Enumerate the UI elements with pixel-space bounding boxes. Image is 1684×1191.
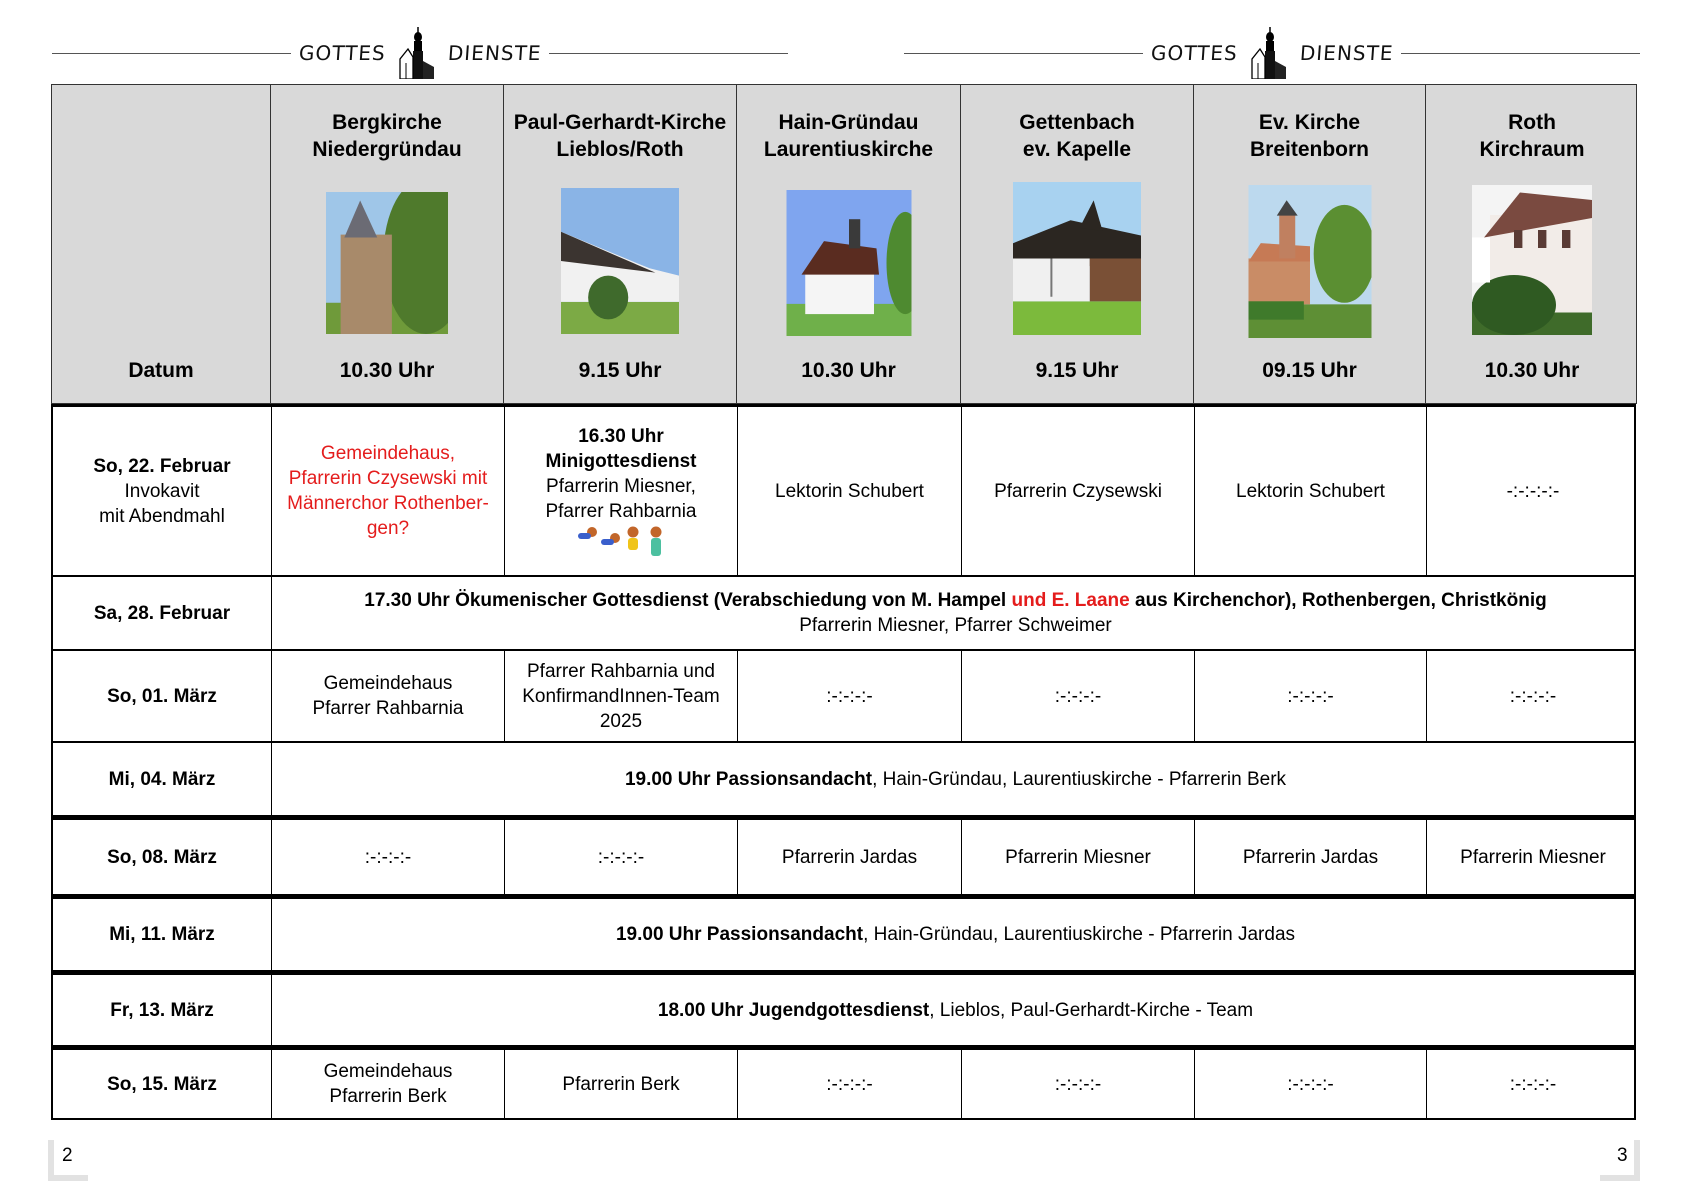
church-name xyxy=(961,109,1193,163)
service-date: So, 22. Februar xyxy=(93,455,231,477)
cell-text-line: Pfarrerin Czysewski mit xyxy=(288,468,488,489)
service-title-cont: aus Kirchenchor), Rothenbergen, Christkönig xyxy=(1129,590,1547,611)
service-cell xyxy=(738,651,962,741)
service-title: 17.30 Uhr Ökumenischer Gottesdienst (Verabschiedung von M. Hampel xyxy=(364,590,1012,611)
table-row xyxy=(51,743,1636,817)
column-header-church xyxy=(1194,85,1426,403)
combined-service-cell xyxy=(272,975,1639,1045)
date-cell xyxy=(53,899,272,970)
service-cell xyxy=(272,651,505,741)
service-details: , Hain-Gründau, Laurentiuskirche - Pfarrerin Jardas xyxy=(863,924,1296,945)
church-name-line1: Hain-Gründau xyxy=(778,111,919,134)
baby-figure-icon xyxy=(576,526,598,540)
service-cell xyxy=(272,820,505,894)
cell-text-line: Pfarrerin Jardas xyxy=(781,846,918,868)
column-header-church xyxy=(271,85,504,403)
service-cell xyxy=(1427,1050,1639,1118)
church-name xyxy=(1426,109,1638,163)
service-cell xyxy=(962,651,1195,741)
cell-text-line: Pfarrerin Berk xyxy=(329,1086,447,1107)
date-cell xyxy=(53,577,272,649)
service-cell xyxy=(962,820,1195,894)
cell-text-line: :-:-:-:- xyxy=(1509,1073,1557,1095)
service-description xyxy=(616,922,1295,947)
service-cell xyxy=(1427,651,1639,741)
service-date: Mi, 04. März xyxy=(108,768,216,790)
header-word-gottes: GOTTES xyxy=(1150,41,1239,65)
service-cell xyxy=(1427,820,1639,894)
header-word-dienste: DIENSTE xyxy=(1298,41,1394,65)
page-number-right: 3 xyxy=(1617,1145,1628,1166)
header-rule xyxy=(52,53,291,54)
service-cell xyxy=(272,1050,505,1118)
page-number-left: 2 xyxy=(62,1145,73,1166)
service-title: 19.00 Uhr Passionsandacht xyxy=(615,924,864,945)
cell-text-line: Lektorin Schubert xyxy=(775,480,924,502)
church-name-line1: Ev. Kirche xyxy=(1258,111,1361,134)
service-cell xyxy=(962,1050,1195,1118)
service-details: , Hain-Gründau, Laurentiuskirche - Pfarrerin Berk xyxy=(872,768,1287,790)
church-icon xyxy=(398,27,436,79)
date-cell xyxy=(53,975,272,1045)
service-date: Fr, 13. März xyxy=(110,999,214,1021)
church-name-line1: Bergkirche xyxy=(332,111,442,134)
baby-figure-icon xyxy=(645,526,667,558)
service-cell xyxy=(272,407,505,575)
church-name-line2: Kirchraum xyxy=(1479,138,1585,161)
cell-text-line: Pfarrerin Jardas xyxy=(1242,846,1379,868)
service-date: So, 15. März xyxy=(107,1073,217,1095)
cell-text-line: :-:-:-:- xyxy=(826,685,873,707)
service-cell xyxy=(962,407,1195,575)
service-note: mit Abendmahl xyxy=(99,505,225,527)
baby-figure-icon xyxy=(599,526,621,546)
cell-text-line: :-:-:-:- xyxy=(364,846,412,868)
service-date: So, 01. März xyxy=(107,685,217,707)
cell-text-line: :-:-:-:- xyxy=(1054,1073,1102,1095)
cell-text-line: Gemeindehaus xyxy=(323,1061,453,1082)
table-header xyxy=(51,84,1637,404)
table-row xyxy=(51,1047,1636,1120)
header-rule xyxy=(904,53,1143,54)
column-header-church xyxy=(1426,85,1638,403)
service-time: 10.30 Uhr xyxy=(339,359,435,382)
cell-text-line: :-:-:-:- xyxy=(826,1073,873,1095)
table-row xyxy=(51,817,1636,896)
cell-text-line: Pfarrerin Miesner, xyxy=(546,476,696,497)
chapel-photo xyxy=(786,190,911,336)
service-description xyxy=(625,767,1286,792)
combined-service-cell xyxy=(272,899,1639,970)
combined-service-cell xyxy=(272,743,1639,815)
service-time: 9.15 Uhr xyxy=(1035,359,1119,382)
cell-text-line: Pfarrer Rahbarnia xyxy=(545,501,697,522)
cell-text-line: -:-:-:-:- xyxy=(1506,480,1560,502)
liturgical-day: Invokavit xyxy=(124,480,200,502)
brick-church-photo xyxy=(1248,185,1371,338)
table-row xyxy=(51,577,1636,651)
table-row xyxy=(51,972,1636,1047)
date-cell xyxy=(53,1050,272,1118)
church-name-line2: Lieblos/Roth xyxy=(556,138,684,161)
half-timbered-house-photo xyxy=(1472,185,1592,335)
service-description xyxy=(364,588,1546,613)
column-header-church xyxy=(961,85,1194,403)
baby-figure-icon xyxy=(622,526,644,552)
service-date: So, 08. März xyxy=(107,846,217,868)
church-name-line1: Roth xyxy=(1508,111,1556,134)
service-time: 10.30 Uhr xyxy=(801,359,896,382)
header-rule xyxy=(1401,53,1640,54)
service-title: 18.00 Uhr Jugendgottesdienst xyxy=(657,999,930,1021)
cell-text-line: Pfarrerin Miesner xyxy=(1460,846,1606,868)
date-cell xyxy=(53,743,272,815)
service-cell xyxy=(505,820,738,894)
cell-text-line: KonfirmandInnen-Team xyxy=(522,685,720,707)
cell-text-line: :-:-:-:- xyxy=(1287,1073,1334,1095)
service-cell xyxy=(1195,407,1427,575)
service-cell xyxy=(738,820,962,894)
column-header-date xyxy=(52,85,271,403)
cell-text-line: :-:-:-:- xyxy=(1054,685,1102,707)
service-time-title: Minigottesdienst xyxy=(545,451,697,472)
header-word-gottes: GOTTES xyxy=(298,41,387,65)
highlighted-text: und E. Laane xyxy=(1011,590,1130,611)
cell-text-line: :-:-:-:- xyxy=(1509,685,1557,707)
cell-text-line: Pfarrerin Czysewski xyxy=(994,480,1162,502)
header-rule xyxy=(549,53,788,54)
cell-text-line: :-:-:-:- xyxy=(597,846,645,868)
column-header-church xyxy=(504,85,737,403)
church-name-line1: Paul-Gerhardt-Kirche xyxy=(513,111,727,134)
service-time: 09.15 Uhr xyxy=(1262,359,1357,382)
service-cell xyxy=(505,651,738,741)
church-name xyxy=(1194,109,1425,163)
church-name xyxy=(737,109,960,163)
service-cell xyxy=(505,1050,738,1118)
cell-text-line: 2025 xyxy=(599,710,643,732)
table-row xyxy=(51,404,1636,577)
service-time-title: 16.30 Uhr xyxy=(578,426,664,447)
service-description xyxy=(658,998,1253,1023)
service-officiants: Pfarrerin Miesner, Pfarrer Schweimer xyxy=(799,615,1112,636)
church-name-line2: Niedergründau xyxy=(312,138,462,161)
cell-text-line: :-:-:-:- xyxy=(1287,685,1334,707)
church-name xyxy=(504,109,736,163)
service-date: Sa, 28. Februar xyxy=(93,602,231,624)
service-cell xyxy=(1195,651,1427,741)
date-cell xyxy=(53,820,272,894)
cell-text-line: gen? xyxy=(366,518,410,539)
page-header-right xyxy=(904,28,1640,78)
church-name-line2: Laurentiuskirche xyxy=(763,138,934,161)
cell-text-line: Pfarrer Rahbarnia xyxy=(312,698,464,719)
church-tower-photo xyxy=(326,192,448,334)
cell-text-line: Lektorin Schubert xyxy=(1236,480,1385,502)
cell-text-line: Pfarrerin Berk xyxy=(562,1073,680,1095)
cell-text-line: Gemeindehaus, xyxy=(320,443,456,464)
modern-church-photo xyxy=(561,188,679,334)
church-name-line2: Breitenborn xyxy=(1249,138,1369,161)
service-time: 9.15 Uhr xyxy=(578,359,662,382)
church-name-line2: ev. Kapelle xyxy=(1022,138,1132,161)
service-cell xyxy=(505,407,738,575)
service-details: , Lieblos, Paul-Gerhardt-Kirche - Team xyxy=(929,999,1254,1021)
cell-text-line: Pfarrerin Miesner xyxy=(1005,846,1151,868)
date-cell xyxy=(53,407,272,575)
service-time: 10.30 Uhr xyxy=(1484,359,1580,382)
service-cell xyxy=(1195,820,1427,894)
date-column-label: Datum xyxy=(128,359,194,382)
service-cell xyxy=(1427,407,1639,575)
service-date: Mi, 11. März xyxy=(109,924,215,945)
cell-text-line: Männerchor Rothenber- xyxy=(287,493,489,514)
combined-service-cell xyxy=(272,577,1639,649)
date-cell xyxy=(53,651,272,741)
cell-text-line: Gemeindehaus xyxy=(323,673,453,694)
church-icon xyxy=(1250,27,1288,79)
service-cell xyxy=(1195,1050,1427,1118)
service-cell xyxy=(738,407,962,575)
kapelle-photo xyxy=(1013,182,1141,335)
church-name-line1: Gettenbach xyxy=(1019,111,1135,134)
service-cell xyxy=(738,1050,962,1118)
baby-growth-icon xyxy=(576,526,667,558)
table-row xyxy=(51,651,1636,743)
church-name xyxy=(271,109,503,163)
page-header-left xyxy=(52,28,788,78)
header-word-dienste: DIENSTE xyxy=(446,41,542,65)
column-header-church xyxy=(737,85,961,403)
table-row xyxy=(51,896,1636,972)
cell-text-line: Pfarrer Rahbarnia und xyxy=(527,660,715,682)
service-title: 19.00 Uhr Passionsandacht xyxy=(624,768,873,790)
